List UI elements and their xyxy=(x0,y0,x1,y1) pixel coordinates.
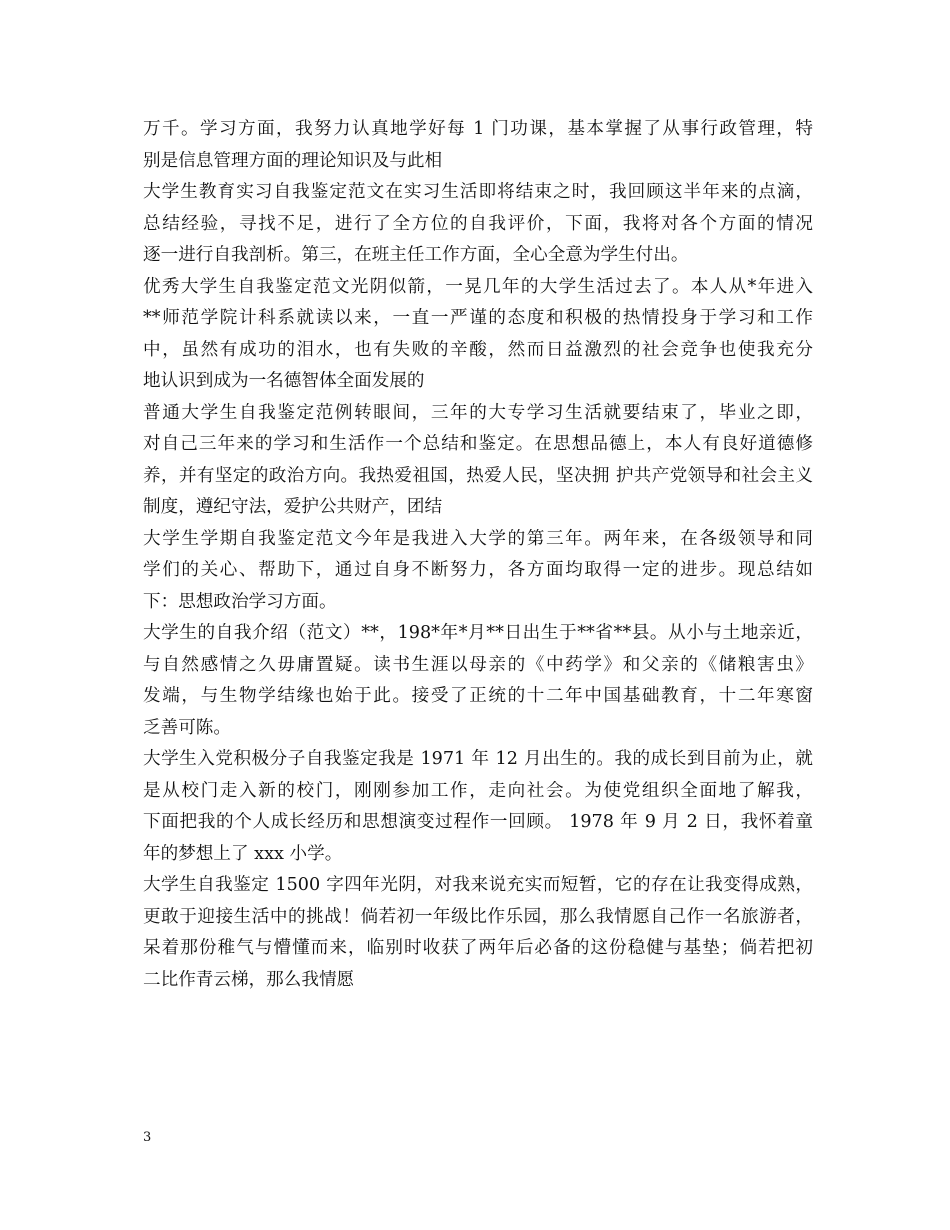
text-line: 更敢于迎接生活中的挑战！倘若初一年级比作乐园，那么我情愿自己作一名旅游者， xyxy=(143,906,813,927)
text-line: **师范学院计科系就读以来，一直一严谨的态度和积极的热情投身于学习和工作 xyxy=(143,308,813,328)
text-line: 呆着那份稚气与懵懂而来，临别时收获了两年后必备的这份稳健与基垫；倘若把初 xyxy=(143,938,813,958)
text-line: 乏善可陈。 xyxy=(143,717,231,738)
text-line: 大学生自我鉴定 1500 字四年光阴，对我来说充实而短暂，它的存在让我变得成熟， xyxy=(143,875,813,895)
text-line: 地认识到成为一名德智体全面发展的 xyxy=(143,371,425,391)
text-line: 二比作青云梯，那么我情愿 xyxy=(143,969,355,990)
text-line: 发端，与生物学结缘也始于此。接受了正统的十二年中国基础教育，十二年寒窗 xyxy=(143,686,813,706)
text-line: 与自然感情之久毋庸置疑。读书生涯以母亲的《中药学》和父亲的《储粮害虫》 xyxy=(143,654,813,675)
text-line: 中，虽然有成功的泪水，也有失败的辛酸，然而日益激烈的社会竞争也使我充分 xyxy=(143,339,813,360)
text-line: 大学生的自我介绍（范文）**，198*年*月**日出生于**省**县。从小与土地亲近， xyxy=(143,623,813,643)
text-line: 制度，遵纪守法，爱护公共财产，团结 xyxy=(143,497,443,517)
text-line: 别是信息管理方面的理论知识及与此相 xyxy=(143,150,443,171)
text-line: 对自己三年来的学习和生活作一个总结和鉴定。在思想品德上，本人有良好道德修 xyxy=(143,434,813,454)
text-line: 大学生学期自我鉴定范文今年是我进入大学的第三年。两年来，在各级领导和同 xyxy=(143,528,813,549)
body-text xyxy=(143,114,813,996)
text-line: 大学生入党积极分子自我鉴定我是 1971 年 12 月出生的。我的成长到目前为止，就 xyxy=(143,749,813,769)
text-line: 是从校门走入新的校门，刚刚参加工作，走向社会。为使党组织全面地了解我， xyxy=(143,780,813,801)
text-line: 养，并有坚定的政治方向。我热爱祖国，热爱人民，坚决拥 护共产党领导和社会主义 xyxy=(143,465,813,486)
text-line: 下：思想政治学习方面。 xyxy=(143,591,337,612)
text-line: 大学生教育实习自我鉴定范文在实习生活即将结束之时，我回顾这半年来的点滴， xyxy=(143,182,813,202)
text-line: 下面把我的个人成长经历和思想演变过程作一回顾。 1978 年 9 月 2 日，我怀着童 xyxy=(143,812,813,832)
page-number: 3 xyxy=(143,1130,152,1145)
text-line: 学们的关心、帮助下，通过自身不断努力，各方面均取得一定的进步。现总结如 xyxy=(143,560,813,580)
text-line: 万千。学习方面，我努力认真地学好每 1 门功课，基本掌握了从事行政管理，特 xyxy=(143,119,813,139)
text-line: 优秀大学生自我鉴定范文光阴似箭，一晃几年的大学生活过去了。本人从*年进入 xyxy=(143,276,813,297)
text-line: 总结经验，寻找不足，进行了全方位的自我评价，下面，我将对各个方面的情况 xyxy=(143,213,813,234)
text-line: 普通大学生自我鉴定范例转眼间，三年的大专学习生活就要结束了，毕业之即， xyxy=(143,402,813,423)
text-line: 逐一进行自我剖析。第三，在班主任工作方面，全心全意为学生付出。 xyxy=(143,245,689,265)
text-line: 年的梦想上了 xxx 小学。 xyxy=(143,843,343,864)
